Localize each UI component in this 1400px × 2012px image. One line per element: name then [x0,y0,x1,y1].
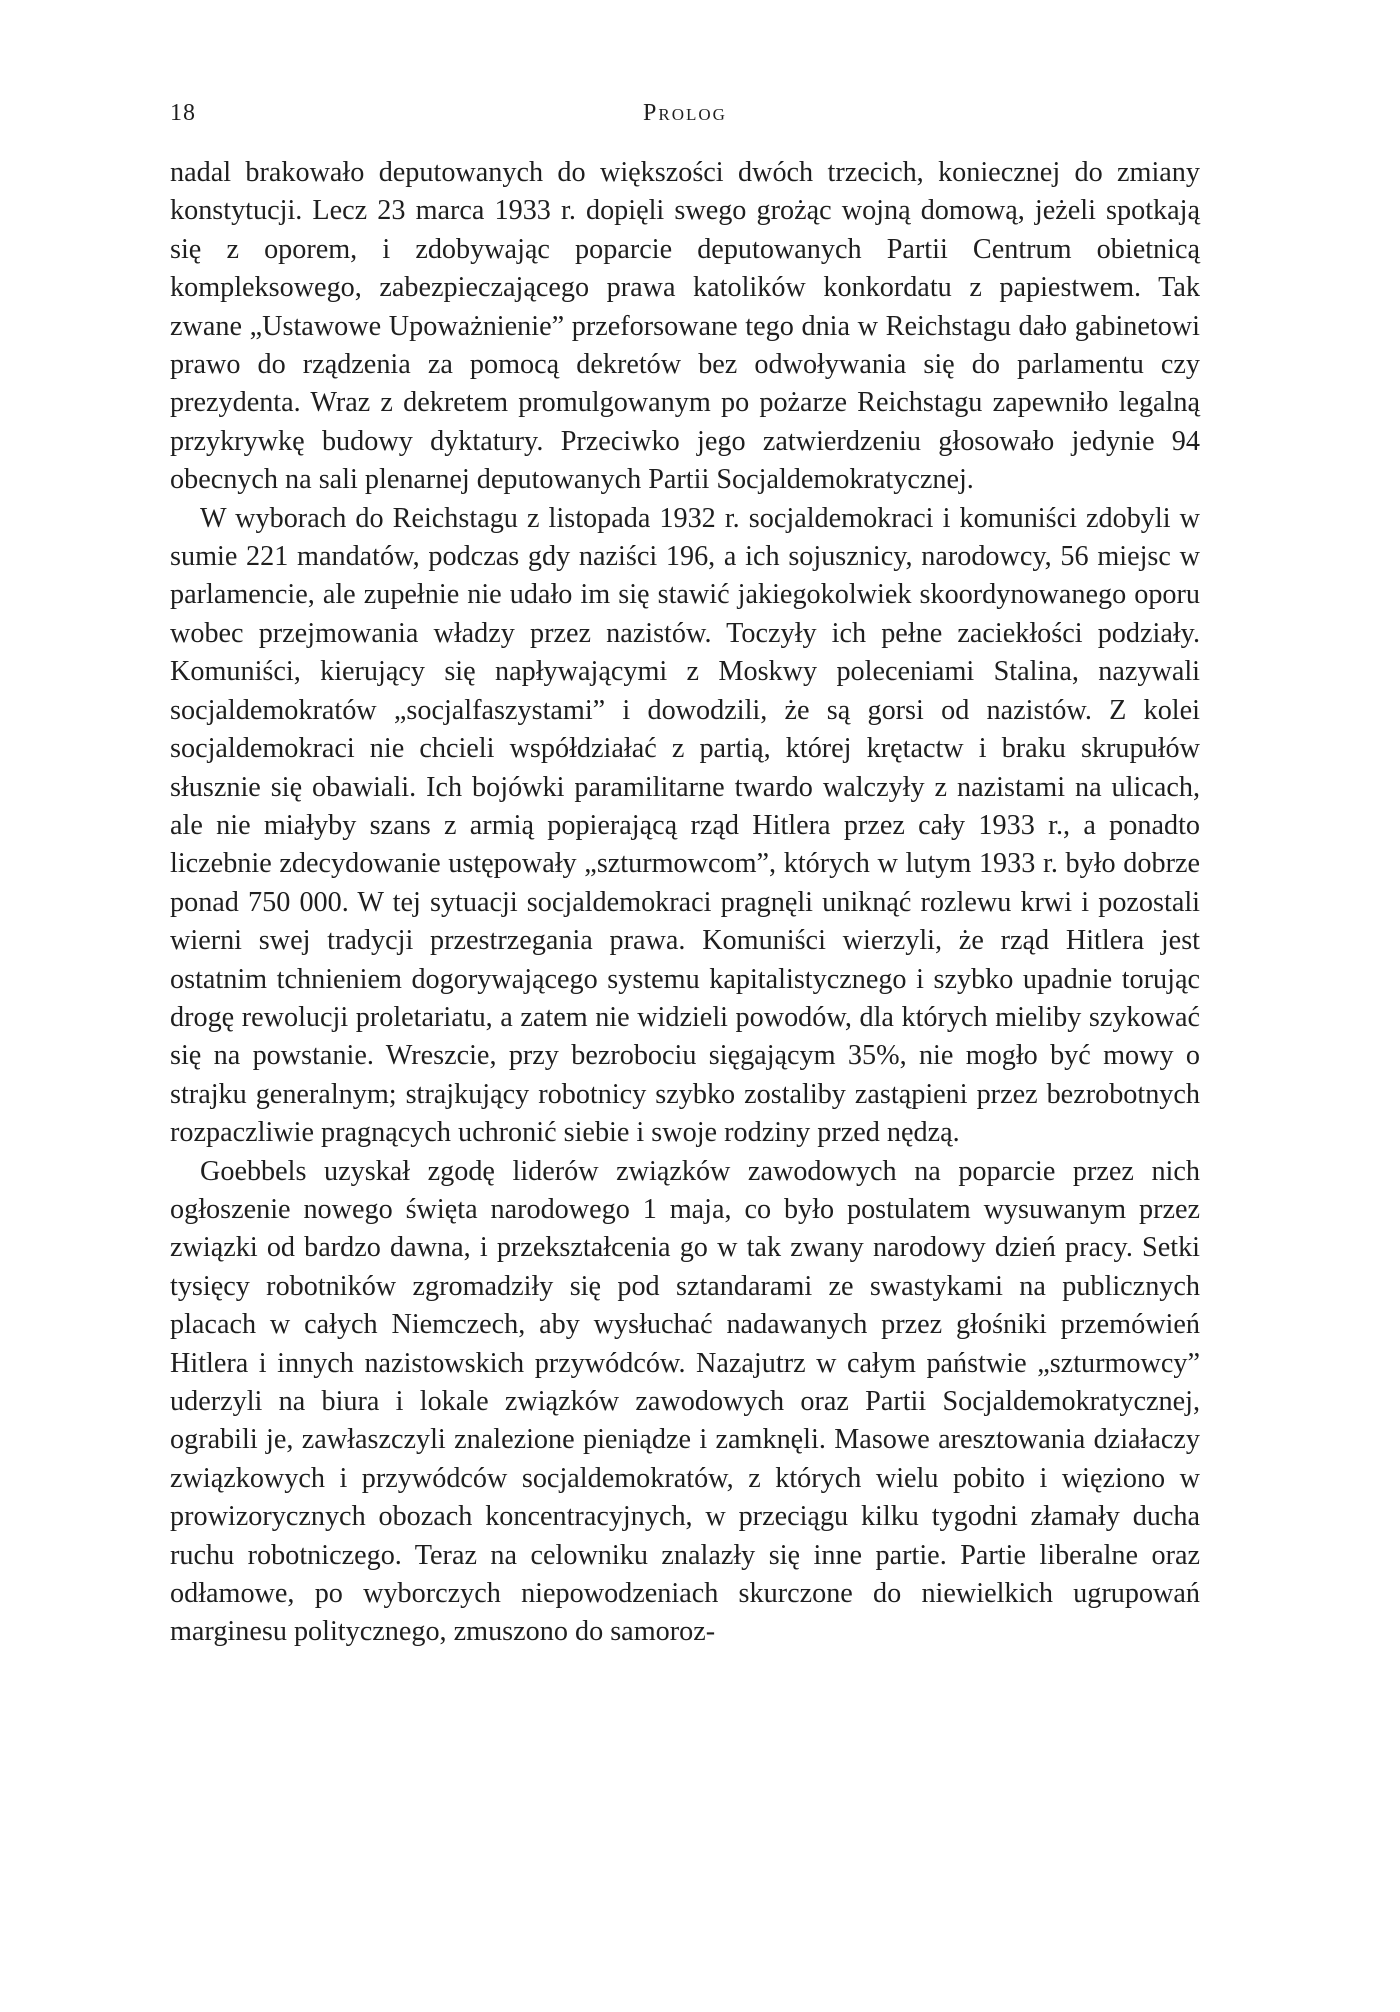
running-title: Prolog [643,100,727,126]
page-number: 18 [170,100,196,126]
paragraph-2: W wyborach do Reichstagu z listopada 1932 r. socjaldemokraci i komuniści zdobyli w sumie 221 mandatów, podczas gdy naziści 196, a ich sojusznicy, narodowcy, 56 miejsc w parlamencie, ale zupełnie nie udało im się stawić jakiegokolwiek skoordynowanego oporu wobec przejmowania władzy przez nazistów. Toczyły ich pełne zaciekłości podziały. Komuniści, kierujący się napływającymi z Moskwy poleceniami Stalina, nazywali socjaldemokratów „socjalfaszystami” i dowodzili, że są gorsi od nazistów. Z kolei socjaldemokraci nie chcieli współdziałać z partią, której krętactw i braku skrupułów słusznie się obawiali. Ich bojówki paramilitarne twardo walczyły z nazistami na ulicach, ale nie miałyby szans z armią popierającą rząd Hitlera przez cały 1933 r., a ponadto liczebnie zdecydowanie ustępowały „szturmowcom”, których w lutym 1933 r. było dobrze ponad 750 000. W tej sytuacji socjaldemokraci pragnęli uniknąć rozlewu krwi i pozostali wierni swej tradycji przestrzegania prawa. Komuniści wierzyli, że rząd Hitlera jest ostatnim tchnieniem dogorywającego systemu kapitalistycznego i szybko upadnie torując drogę rewolucji proletariatu, a zatem nie widzieli powodów, dla których mieliby szykować się na powstanie. Wreszcie, przy bezrobociu sięgającym 35%, nie mogło być mowy o strajku generalnym; strajkujący robotnicy szybko zostaliby zastąpieni przez bezrobotnych rozpaczliwie pragnących uchronić siebie i swoje rodziny przed nędzą. [170,502,1200,1149]
paragraph-3: Goebbels uzyskał zgodę liderów związków zawodowych na poparcie przez nich ogłoszenie nowego święta narodowego 1 maja, co było postulatem wysuwanym przez związki od bardzo dawna, i przekształcenia go w tak zwany narodowy dzień pracy. Setki tysięcy robotników zgromadziły się pod sztandarami ze swastykami na publicznych placach w całych Niemczech, aby wysłuchać nadawanych przez głośniki przemówień Hitlera i innych nazistowskich przywódców. Nazajutrz w całym państwie „szturmowcy” uderzyli na biura i lokale związków zawodowych oraz Partii Socjaldemokratycznej, ograbili je, zawłaszczyli znalezione pieniądze i zamknęli. Masowe aresztowania działaczy związkowych i przywódców socjaldemokratów, z których wielu pobito i więziono w prowizorycznych obozach koncentracyjnych, w przeciągu kilku tygodni złamały ducha ruchu robotniczego. Teraz na celowniku znalazły się inne partie. Partie liberalne oraz odłamowe, po wyborczych niepowodzeniach skurczone do niewielkich ugrupowań marginesu politycznego, zmuszono do samoroz- [170,1155,1200,1648]
paragraph-1: nadal brakowało deputowanych do większości dwóch trzecich, koniecznej do zmiany konstytucji. Lecz 23 marca 1933 r. dopięli swego grożąc wojną domową, jeżeli spotkają się z oporem, i zdobywając poparcie deputowanych Partii Centrum obietnicą kompleksowego, zabezpieczającego prawa katolików konkordatu z papiestwem. Tak zwane „Ustawowe Upoważnienie” przeforsowane tego dnia w Reichstagu dało gabinetowi prawo do rządzenia za pomocą dekretów bez odwoływania się do parlamentu czy prezydenta. Wraz z dekretem promulgowanym po pożarze Reichstagu zapewniło legalną przykrywkę budowy dyktatury. Przeciwko jego zatwierdzeniu głosowało jedynie 94 obecnych na sali plenarnej deputowanych Partii Socjaldemokratycznej. [170,157,1200,496]
running-head [170,100,1200,140]
book-page [170,100,1200,1652]
body-text [170,154,1200,1652]
